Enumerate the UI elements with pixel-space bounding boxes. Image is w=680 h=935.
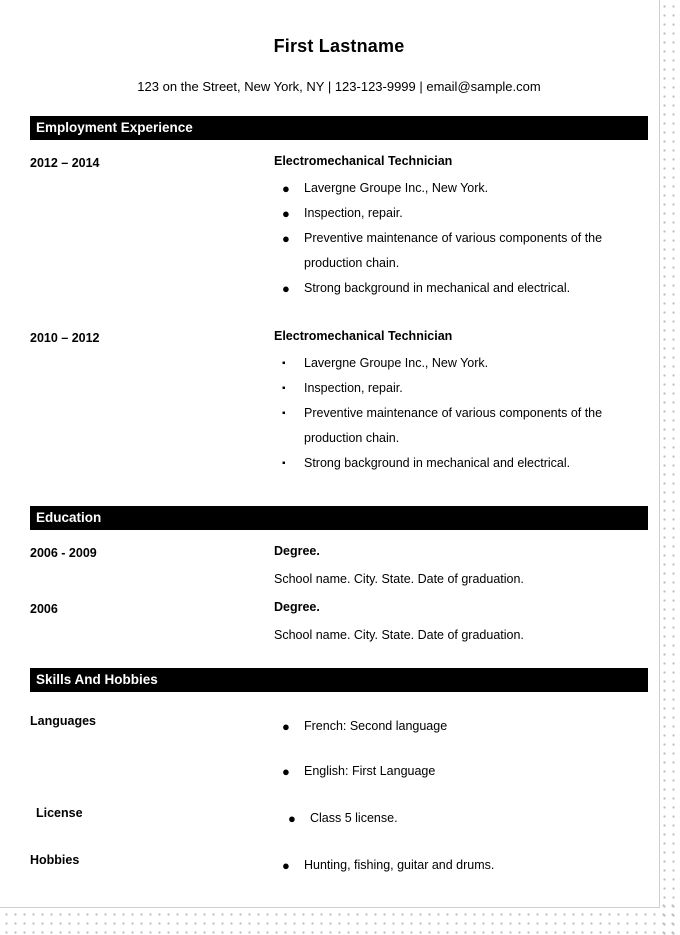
bullet-round-icon: ● [282, 206, 290, 221]
skills-row-items [280, 806, 648, 831]
bullet-square-icon: ▪ [282, 408, 286, 419]
education-entry-body [274, 600, 648, 642]
education-entry-body [274, 544, 648, 586]
bullet-round-icon: ● [282, 181, 290, 196]
skills-row-label: License [36, 806, 83, 820]
skills-row-languages [30, 714, 648, 784]
section-heading-employment: Employment Experience [30, 116, 648, 140]
employment-entry-bullets [274, 176, 648, 301]
list-item-text: Preventive maintenance of various components of the production chain. [304, 406, 603, 445]
skills-row-items [274, 853, 648, 878]
education-entry-date: 2006 - 2009 [30, 546, 97, 560]
employment-entry [30, 154, 648, 301]
list-item-text: Strong background in mechanical and electrical. [304, 456, 571, 470]
section-heading-skills: Skills And Hobbies [30, 668, 648, 692]
list-item-text: Inspection, repair. [304, 381, 403, 395]
list-item-text: Strong background in mechanical and electrical. [304, 281, 571, 295]
bullet-round-icon: ● [282, 231, 290, 246]
bullet-round-icon: ● [282, 719, 290, 734]
list-item-text: English: First Language [304, 764, 436, 778]
list-item [280, 806, 648, 831]
list-item [274, 376, 648, 401]
list-item [274, 451, 648, 476]
skills-row-items [274, 714, 648, 784]
list-item [274, 853, 648, 878]
bullet-square-icon: ▪ [282, 358, 286, 369]
skills-row-hobbies [30, 853, 648, 878]
education-entry-date: 2006 [30, 602, 58, 616]
employment-entry-date: 2012 – 2014 [30, 156, 100, 170]
section-heading-education: Education [30, 506, 648, 530]
list-item-text: Lavergne Groupe Inc., New York. [304, 356, 489, 370]
bullet-square-icon: ▪ [282, 458, 286, 469]
skills-row-label: Languages [30, 714, 96, 728]
list-item-text: Inspection, repair. [304, 206, 403, 220]
employment-entry-body [274, 154, 648, 301]
list-item [274, 401, 648, 451]
document-content [30, 0, 648, 878]
employment-entry-title: Electromechanical Technician [274, 154, 453, 168]
employment-entry [30, 329, 648, 476]
list-item [274, 226, 648, 276]
bullet-square-icon: ▪ [282, 383, 286, 394]
employment-entry-body [274, 329, 648, 476]
list-item [274, 176, 648, 201]
employment-entry-title: Electromechanical Technician [274, 329, 453, 343]
education-entry [30, 600, 648, 642]
list-item-text: Hunting, fishing, guitar and drums. [304, 858, 495, 872]
page-title: First Lastname [273, 36, 405, 56]
education-entry-title: Degree. [274, 600, 320, 614]
list-item [274, 714, 648, 739]
bullet-round-icon: ● [282, 281, 290, 296]
skills-row-label: Hobbies [30, 853, 80, 867]
skills-row-license [30, 806, 648, 831]
list-item-text: Preventive maintenance of various components of the production chain. [304, 231, 603, 270]
bullet-round-icon: ● [282, 858, 290, 873]
education-entry-subtitle: School name. City. State. Date of graduation. [274, 572, 524, 586]
bullet-round-icon: ● [288, 811, 296, 826]
list-item [274, 201, 648, 226]
list-item-text: Class 5 license. [310, 811, 398, 825]
decorative-dot-border-right [658, 0, 680, 935]
contact-line: 123 on the Street, New York, NY | 123-123-9999 | email@sample.com [137, 79, 541, 94]
list-item [274, 759, 648, 784]
education-entry [30, 544, 648, 586]
list-item [274, 351, 648, 376]
list-item [274, 276, 648, 301]
employment-entry-bullets [274, 351, 648, 476]
education-entry-subtitle: School name. City. State. Date of graduation. [274, 628, 524, 642]
employment-entry-date: 2010 – 2012 [30, 331, 100, 345]
list-item-text: Lavergne Groupe Inc., New York. [304, 181, 489, 195]
education-entry-title: Degree. [274, 544, 320, 558]
list-item-text: French: Second language [304, 719, 448, 733]
bullet-round-icon: ● [282, 764, 290, 779]
